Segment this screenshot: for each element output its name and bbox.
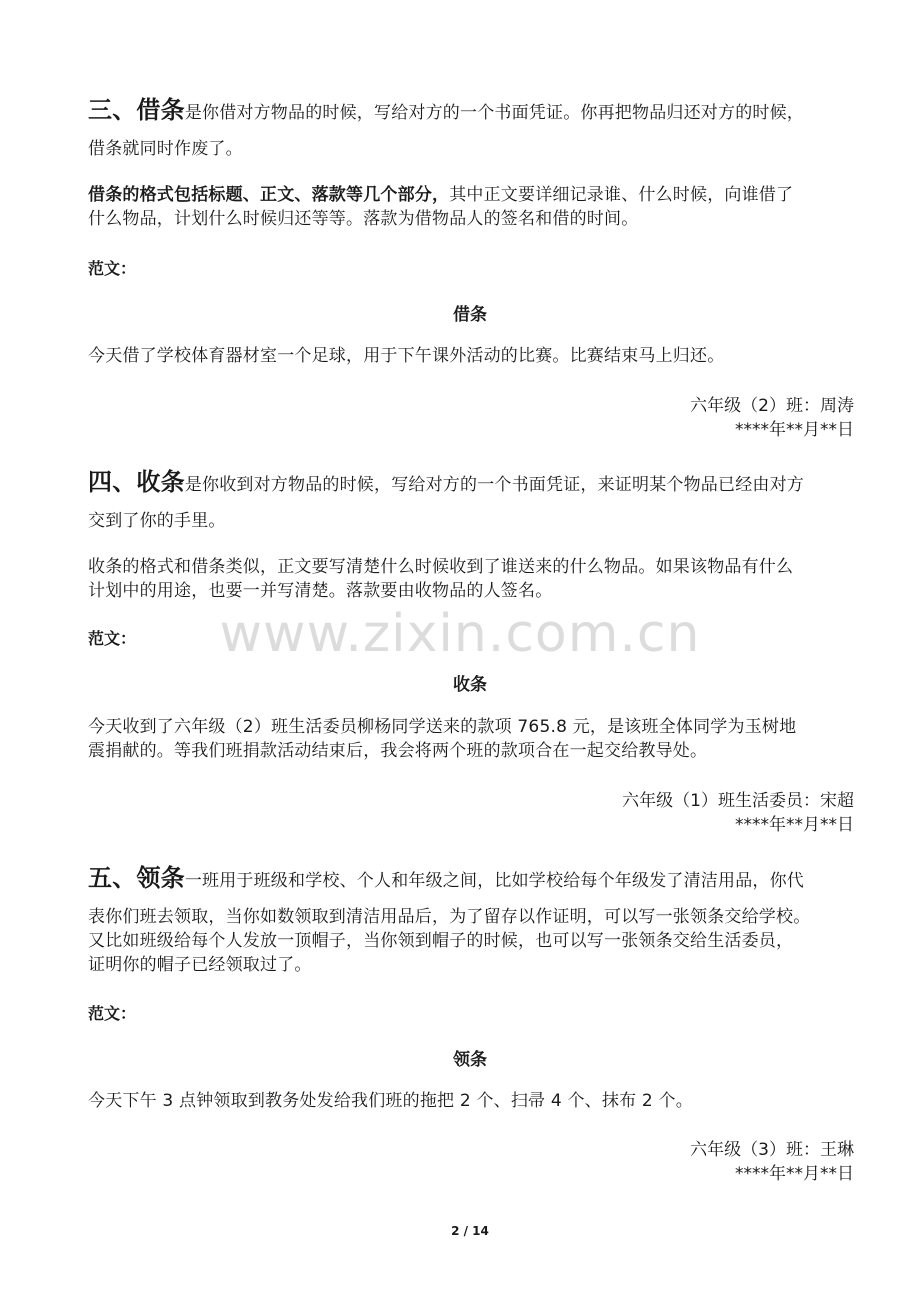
section3-date: ****年**月**日: [735, 420, 854, 440]
section3-intro-line1: 是你借对方物品的时候，写给对方的一个书面凭证。你再把物品归还对方的时候，: [184, 103, 805, 123]
section4-intro: [88, 470, 858, 497]
section4-format-line2: 计划中的用途，也要一并写清楚。落款要由收物品的人签名。: [88, 581, 553, 601]
section4-intro-line1: 是你收到对方物品的时候，写给对方的一个书面凭证，来证明某个物品已经由对方: [184, 475, 805, 495]
section5-sample-label: 范文：: [88, 1004, 137, 1023]
section4-intro-line2: 交到了你的手里。: [88, 511, 226, 531]
section3-format-rest: 其中正文要详细记录谁、什么时候，向谁借了: [449, 185, 794, 205]
section5-sample-body: 今天下午 3 点钟领取到教务处发给我们班的拖把 2 个、扫帚 4 个、抹布 2 个。: [88, 1091, 693, 1111]
section3-signature: 六年级（2）班：周涛: [690, 396, 854, 416]
section4-signature: 六年级（1）班生活委员：宋超: [622, 791, 854, 811]
section3-format-line2: 什么物品，计划什么时候归还等等。落款为借物品人的签名和借的时间。: [88, 209, 639, 229]
section3-intro-line2: 借条就同时作废了。: [88, 139, 243, 159]
section3-format-bold: 借条的格式包括标题、正文、落款等几个部分，: [88, 185, 450, 205]
section5-intro-line1: 一班用于班级和学校、个人和年级之间，比如学校给每个年级发了清洁用品，你代: [184, 871, 805, 891]
watermark: www.zixin.com.cn: [219, 604, 701, 664]
section4-date: ****年**月**日: [735, 815, 854, 835]
section3-intro: [88, 98, 858, 125]
section3-sample-label: 范文：: [88, 259, 137, 278]
section5-intro: [88, 866, 858, 893]
section5-sample-title: 领条: [453, 1050, 487, 1070]
section5-intro-line2: 表你们班去领取，当你如数领取到清洁用品后，为了留存以作证明，可以写一张领条交给学校。: [88, 907, 811, 927]
section4-sample-body-line2: 震捐献的。等我们班捐款活动结束后，我会将两个班的款项合在一起交给教导处。: [88, 741, 708, 761]
page-number: 2 / 14: [451, 1224, 489, 1238]
section5-date: ****年**月**日: [735, 1164, 854, 1184]
section3-heading: 三、借条: [88, 96, 185, 124]
section5-intro-line3: 又比如班级给每个人发放一顶帽子，当你领到帽子的时候，也可以写一张领条交给生活委员，: [88, 931, 794, 951]
section5-intro-line4: 证明你的帽子已经领取过了。: [88, 955, 312, 975]
section4-heading: 四、收条: [88, 468, 185, 496]
section3-format: [88, 183, 858, 207]
section4-sample-body-line1: 今天收到了六年级（2）班生活委员柳杨同学送来的款项 765.8 元，是该班全体同学为玉树地: [88, 717, 797, 737]
section3-sample-title: 借条: [453, 305, 487, 325]
section4-sample-title: 收条: [453, 675, 487, 695]
section5-heading: 五、领条: [88, 864, 185, 892]
section4-format-line1: 收条的格式和借条类似，正文要写清楚什么时候收到了谁送来的什么物品。如果该物品有什么: [88, 557, 794, 577]
section3-sample-body: 今天借了学校体育器材室一个足球，用于下午课外活动的比赛。比赛结束马上归还。: [88, 346, 725, 366]
section4-sample-label: 范文：: [88, 629, 137, 648]
section5-signature: 六年级（3）班：王琳: [690, 1140, 854, 1160]
